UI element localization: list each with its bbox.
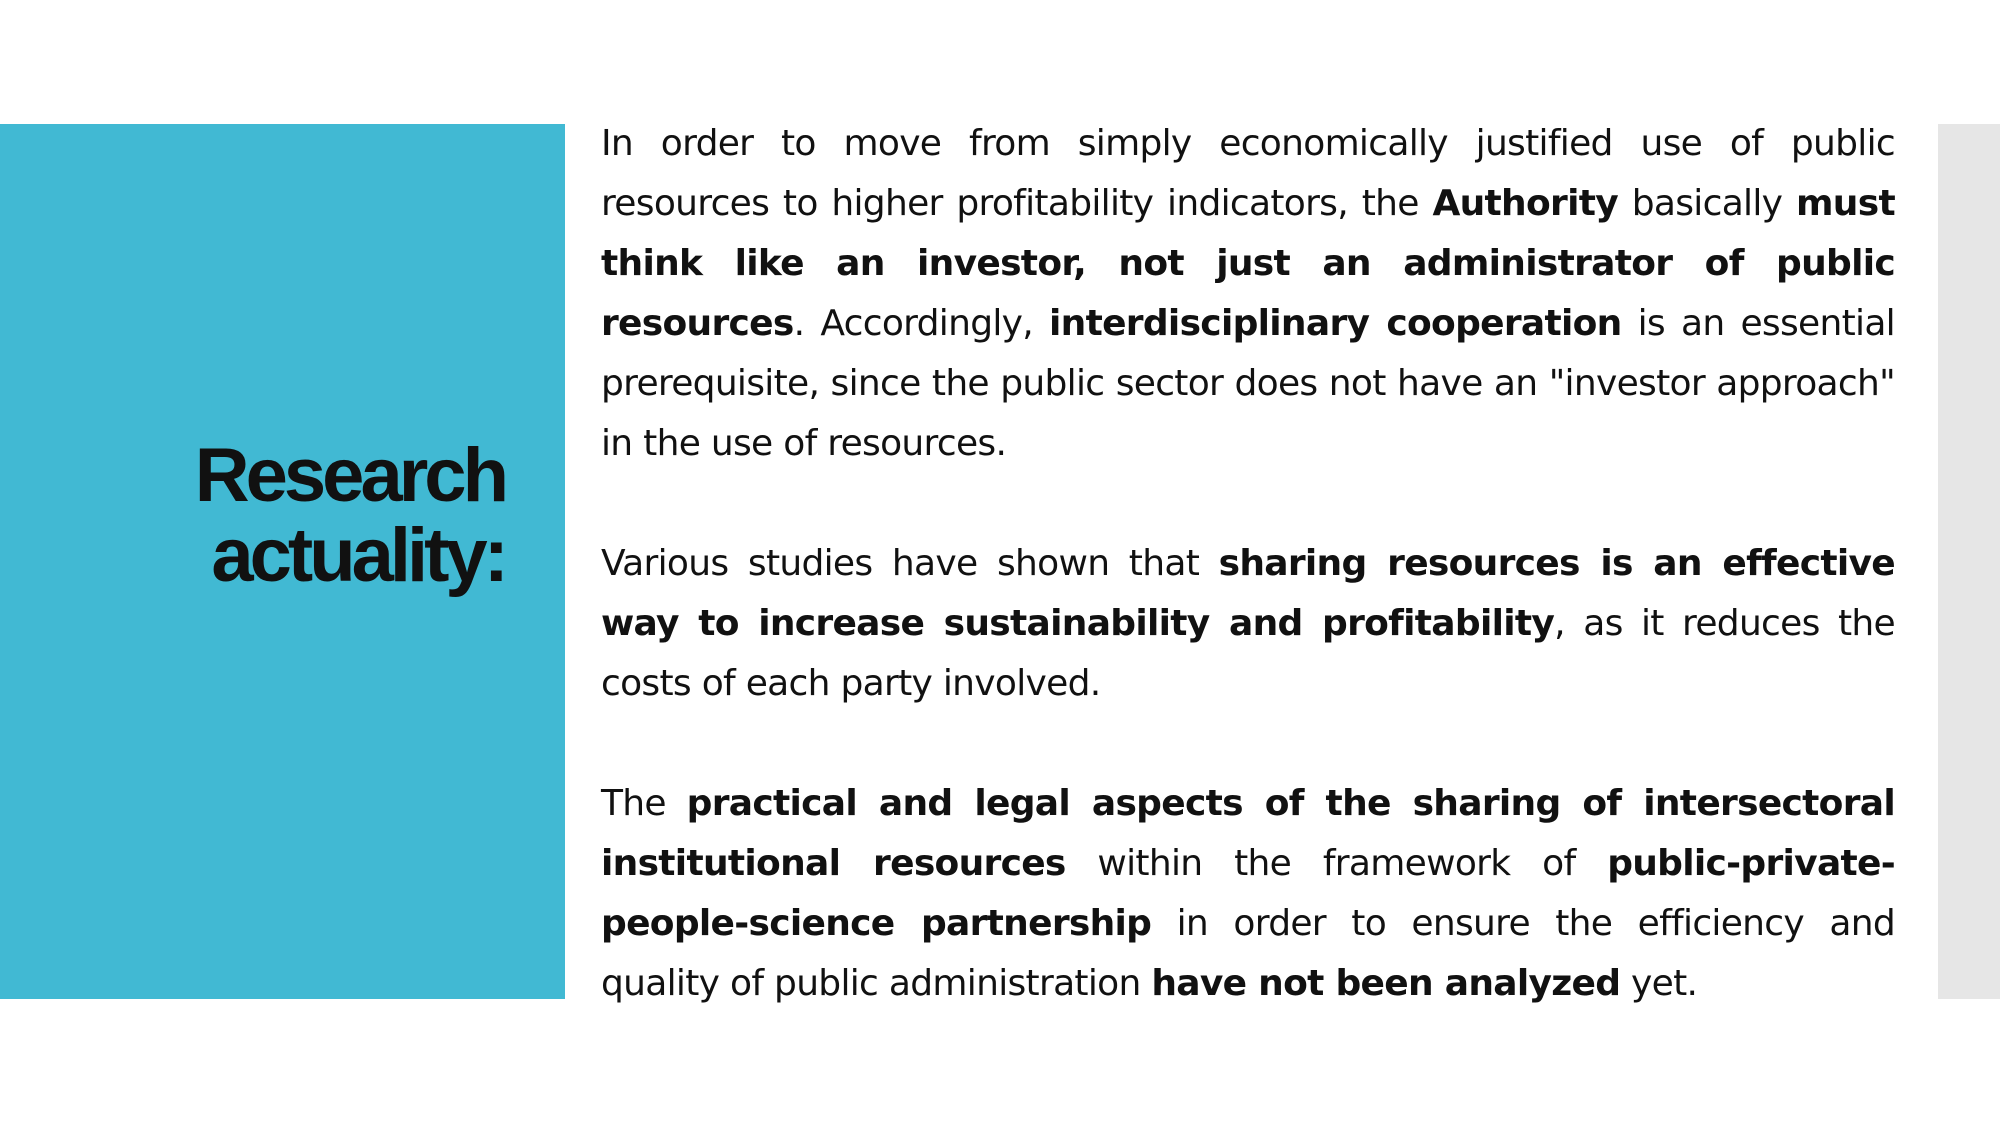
text-run: . Accordingly,: [793, 303, 1050, 344]
paragraph-3: [601, 774, 1895, 1014]
title-panel: [0, 124, 565, 999]
text-run: Various studies have shown that: [601, 543, 1219, 584]
decorative-side-bar: [1938, 124, 2000, 999]
bold-run: sharing resources is an effective way to increase sustainability and profitability: [601, 543, 1895, 644]
slide-title: [194, 433, 505, 598]
text-run: within the framework of: [1065, 843, 1608, 884]
text-run: in order to ensure the efficiency and quality of public administration: [601, 903, 1895, 1004]
bold-run: must think like an investor, not just an administrator of public resources: [601, 183, 1895, 344]
bold-run: practical and legal aspects of the sharing of intersectoral institutional resources: [601, 783, 1895, 884]
body-text: [601, 114, 1895, 1014]
text-run: yet.: [1620, 963, 1698, 1004]
bold-run: Authority: [1432, 183, 1618, 224]
text-run: basically: [1617, 183, 1796, 224]
text-run: , as it reduces the costs of each party involved.: [601, 603, 1895, 704]
text-run: The: [601, 783, 687, 824]
text-run: is an essential prerequisite, since the public sector does not have an "investor approach" in the use of resources.: [601, 303, 1895, 464]
paragraph-2: [601, 534, 1895, 714]
paragraph-1: [601, 114, 1895, 474]
slide-title-line-2: actuality:: [211, 513, 505, 598]
bold-run: public-private-people-science partnership: [601, 843, 1896, 944]
bold-run: interdisciplinary cooperation: [1049, 303, 1622, 344]
text-run: In order to move from simply economically justified use of public resources to higher profitability indicators, the: [601, 123, 1895, 224]
slide-title-line-1: Research: [194, 433, 505, 518]
bold-run: have not been analyzed: [1151, 963, 1621, 1004]
